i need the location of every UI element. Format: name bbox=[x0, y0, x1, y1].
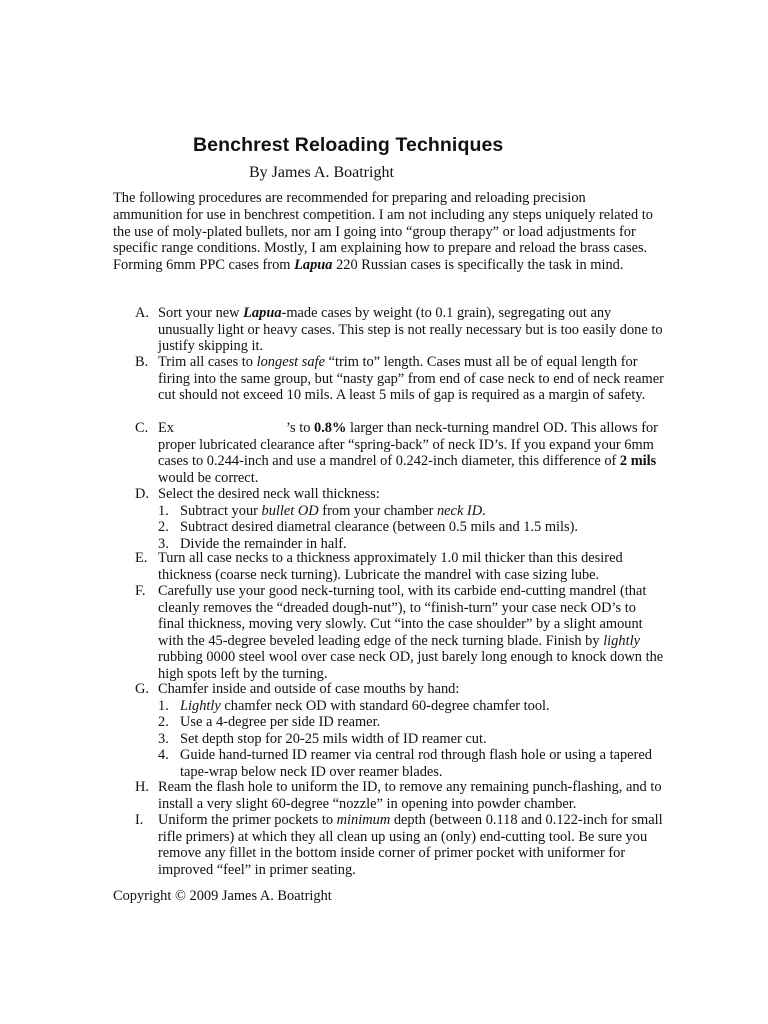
sub-item: 2. Subtract desired diametral clearance (between 0.5 mils and 1.5 mils). bbox=[158, 519, 578, 536]
item-letter: C. bbox=[135, 420, 149, 436]
sub-item: 1. Lightly chamfer neck OD with standard 60-degree chamfer tool. bbox=[158, 697, 550, 714]
copyright-notice: Copyright © 2009 James A. Boatright bbox=[113, 888, 332, 904]
list-item-a bbox=[135, 305, 665, 355]
item-text: Select the desired neck wall thickness: bbox=[158, 486, 380, 502]
sub-item: 1. Subtract your bullet OD from your chamber neck ID. bbox=[158, 502, 486, 519]
item-letter: B. bbox=[135, 354, 149, 370]
item-letter: H. bbox=[135, 779, 149, 795]
intro-paragraph bbox=[113, 190, 653, 274]
item-text: Carefully use your good neck-turning tool, with its carbide end-cutting mandrel (that cleanly removes the “dreaded dough-nut”), to “finish-turn” your case neck OD’s to final thickness, moving very slowly. Cut “into the case shoulder” by a slight amount with the 45-degree beveled leading edge of the neck turning blade. Finish by lightly rubbing 0000 steel wool over case neck OD, just barely long enough to knock down the high spots left by the turning. bbox=[158, 583, 664, 682]
sub-item: 2. Use a 4-degree per side ID reamer. bbox=[158, 714, 381, 731]
list-item-g bbox=[135, 681, 665, 781]
intro-lapua: Lapua bbox=[294, 257, 333, 274]
sub-item: 3. Set depth stop for 20-25 mils width of ID reamer cut. bbox=[158, 730, 487, 747]
item-text: Chamfer inside and outside of case mouths by hand: bbox=[158, 681, 460, 697]
list-item-d bbox=[135, 486, 665, 552]
intro-text-1: The following procedures are recommended for preparing and reloading precision ammunition for use in benchrest competition. I am not including any steps uniquely related to the use of moly-plated bullets, nor am I going into “group therapy” or load adjustments for specific range conditions. Mostly, I am explaining how to prepare and reload the brass cases. Forming 6mm PPC cases from bbox=[113, 190, 653, 274]
item-letter: A. bbox=[135, 305, 149, 321]
item-text: Turn all case necks to a thickness approximately 1.0 mil thicker than this desired thickness (coarse neck turning). Lubricate the mandrel with case sizing lube. bbox=[158, 550, 623, 583]
list-item-b bbox=[135, 354, 665, 404]
item-text: Ex ’s to 0.8% larger than neck-turning mandrel OD. This allows for proper lubricated clearance after “spring-back” of neck ID’s. If you expand your 6mm cases to 0.244-inch and use a mandrel of 0.242-inch diameter, this difference of 2 mils would be correct. bbox=[158, 420, 658, 486]
item-letter: F. bbox=[135, 583, 146, 599]
item-text: Sort your new Lapua-made cases by weight (to 0.1 grain), segregating out any unusually light or heavy cases. This step is not really necessary but is too easily done to justify skipping it. bbox=[158, 305, 663, 355]
item-letter: G. bbox=[135, 681, 149, 697]
item-letter: I. bbox=[135, 812, 144, 828]
page-title: Benchrest Reloading Techniques bbox=[193, 134, 504, 156]
list-item-e bbox=[135, 550, 665, 583]
author-byline: By James A. Boatright bbox=[249, 164, 394, 181]
list-item-i bbox=[135, 812, 665, 878]
list-item-c bbox=[135, 420, 665, 486]
list-item-f bbox=[135, 583, 665, 683]
item-text: Ream the flash hole to uniform the ID, to remove any remaining punch-flashing, and to install a very slight 60-degree “nozzle” in opening into powder chamber. bbox=[158, 779, 662, 812]
sub-item: 3. Divide the remainder in half. bbox=[158, 535, 347, 552]
item-letter: D. bbox=[135, 486, 149, 502]
redaction-mask bbox=[174, 422, 286, 436]
item-text: Trim all cases to longest safe “trim to” length. Cases must all be of equal length for firing into the same group, but “nasty gap” from end of case neck to end of neck reamer cut should not exceed 10 mils. A least 5 mils of gap is required as a margin of safety. bbox=[158, 354, 664, 404]
list-item-h bbox=[135, 779, 665, 812]
item-text: Uniform the primer pockets to minimum depth (between 0.118 and 0.122-inch for small rifle primers) at which they all clean up using an (only) end-cutting tool. Be sure you remove any fillet in the bottom inside corner of primer pocket with uniformer for improved “feel” in primer seating. bbox=[158, 812, 663, 878]
sub-item: 4. Guide hand-turned ID reamer via central rod through flash hole or using a tapered tape-wrap below neck ID over reamer blades. bbox=[158, 747, 652, 780]
intro-text-2: 220 Russian cases is specifically the task in mind. bbox=[332, 257, 624, 274]
item-letter: E. bbox=[135, 550, 148, 566]
